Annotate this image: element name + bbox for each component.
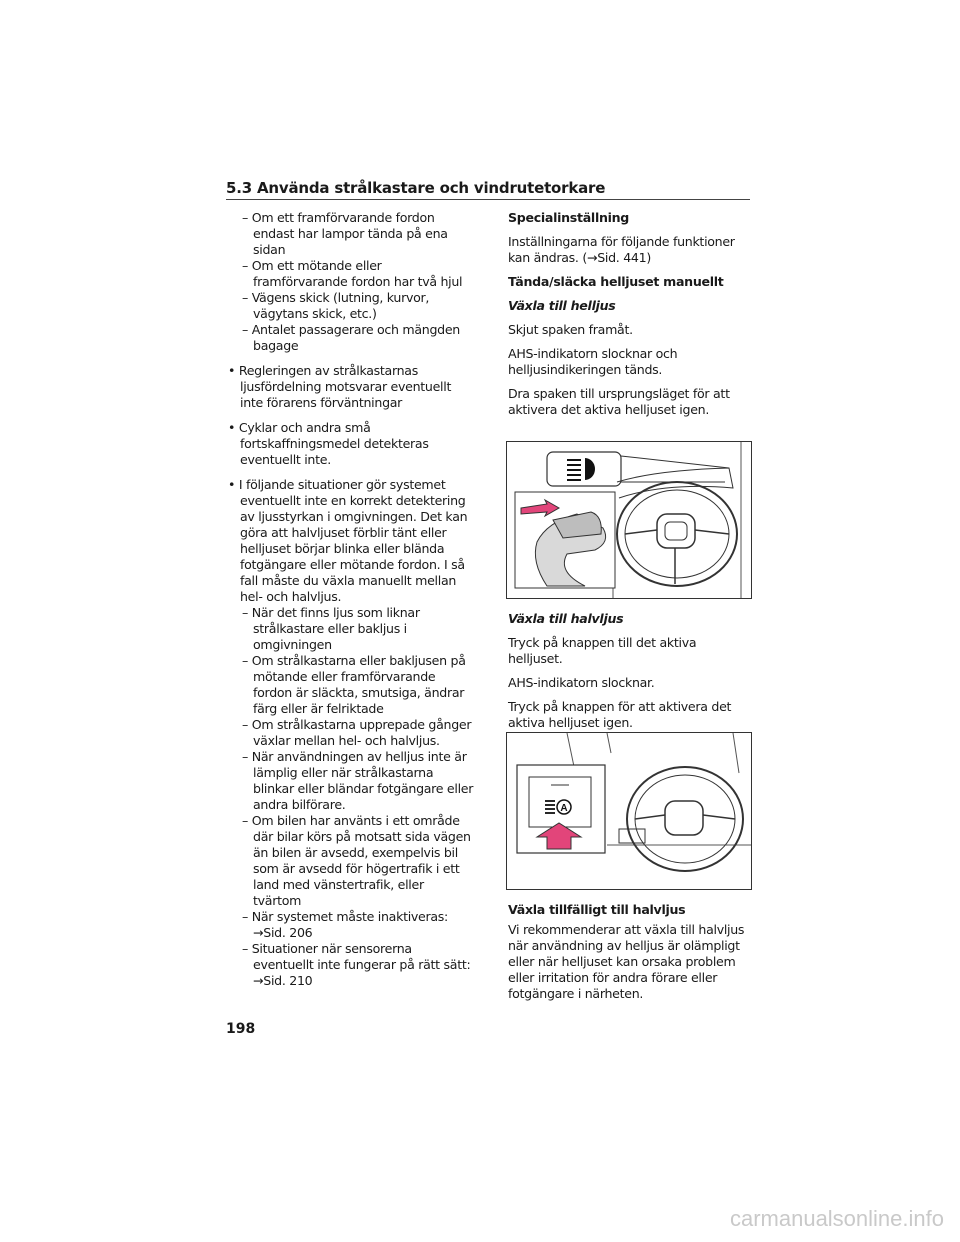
bullet-item: • Cyklar och andra små fortskaffningsmedel detekteras eventuellt inte. <box>228 420 429 467</box>
watermark: carmanualsonline.info <box>729 1206 944 1231</box>
paragraph: AHS-indikatorn slocknar och helljusindikeringen tänds. <box>508 346 678 377</box>
subheading-switch-high: Växla till helljus <box>508 298 616 313</box>
paragraph: Dra spaken till ursprungsläget för att aktivera det aktiva helljuset igen. <box>508 386 730 417</box>
list-item: – Om ett framförvarande fordon endast har lampor tända på ena sidan <box>242 210 448 257</box>
list-item: – När användningen av helljus inte är lämplig eller när strålkastarna blinkar eller bländar fotgängare eller andra bilförare. <box>242 749 474 812</box>
heading-temporary-low: Växla tillfälligt till halvljus <box>508 902 686 917</box>
list-item: – Om bilen har använts i ett område där bilar körs på motsatt sida vägen än bilen är avsedd, exempelvis bil som är avsedd för högertrafik i ett land med vänstertrafik, eller tvärtom <box>242 813 471 908</box>
lever-illustration <box>507 442 751 598</box>
list-item: – Om ett mötande eller framförvarande fordon har två hjul <box>242 258 463 289</box>
figure-ahs-button <box>506 732 752 890</box>
list-item: – Situationer när sensorerna eventuellt inte fungerar på rätt sätt: →Sid. 210 <box>242 941 471 988</box>
paragraph: Vi rekommenderar att växla till halvljus när användning av helljus är olämpligt eller när helljuset kan orsaka problem eller irritation för andra förare eller fotgängare i närheten. <box>508 922 745 1001</box>
right-column-top <box>508 210 753 426</box>
list-item: – Vägens skick (lutning, kurvor, vägytans skick, etc.) <box>242 290 430 321</box>
paragraph: AHS-indikatorn slocknar. <box>508 675 655 690</box>
list-item: – Om strålkastarna eller bakljusen på mötande eller framförvarande fordon är släckta, smutsiga, ändrar färg eller är felriktade <box>242 653 466 716</box>
paragraph: Skjut spaken framåt. <box>508 322 633 337</box>
ahs-badge-letter: A <box>560 803 568 814</box>
left-column <box>226 210 474 989</box>
list-item: – Om strålkastarna upprepade gånger växlar mellan hel- och halvljus. <box>242 717 472 748</box>
right-column-middle <box>508 611 753 739</box>
heading-manual-highbeam: Tända/släcka helljuset manuellt <box>508 274 724 289</box>
bullet-item: • Regleringen av strålkastarnas ljusfördelning motsvarar eventuellt inte förarens förväntningar <box>228 363 452 410</box>
list-item: – När det finns ljus som liknar strålkastare eller bakljus i omgivningen <box>242 605 420 652</box>
paragraph: Inställningarna för följande funktioner kan ändras. (→Sid. 441) <box>508 234 735 265</box>
list-item: – När systemet måste inaktiveras: →Sid. 206 <box>242 909 449 940</box>
subheading-switch-low: Växla till halvljus <box>508 611 624 626</box>
button-illustration <box>507 733 751 889</box>
paragraph: Tryck på knappen till det aktiva helljuset. <box>508 635 697 666</box>
list-item: – Antalet passagerare och mängden bagage <box>242 322 460 353</box>
bullet-item: • I följande situationer gör systemet eventuellt inte en korrekt detektering av ljusstyrkan i omgivningen. Det kan göra att halvljuset förblir tänt eller helljuset börjar blinka eller blända fotgängare eller mötande fordon. I så fall måste du växla manuellt mellan hel- och halvljus. <box>228 477 468 604</box>
figure-high-beam-lever <box>506 441 752 599</box>
right-column-bottom <box>508 902 753 1010</box>
section-header <box>226 178 750 200</box>
section-title: 5.3 Använda strålkastare och vindrutetorkare <box>226 179 606 197</box>
page-number: 198 <box>226 1021 256 1037</box>
heading-special-setting: Specialinställning <box>508 210 630 225</box>
paragraph: Tryck på knappen för att aktivera det aktiva helljuset igen. <box>508 699 732 730</box>
